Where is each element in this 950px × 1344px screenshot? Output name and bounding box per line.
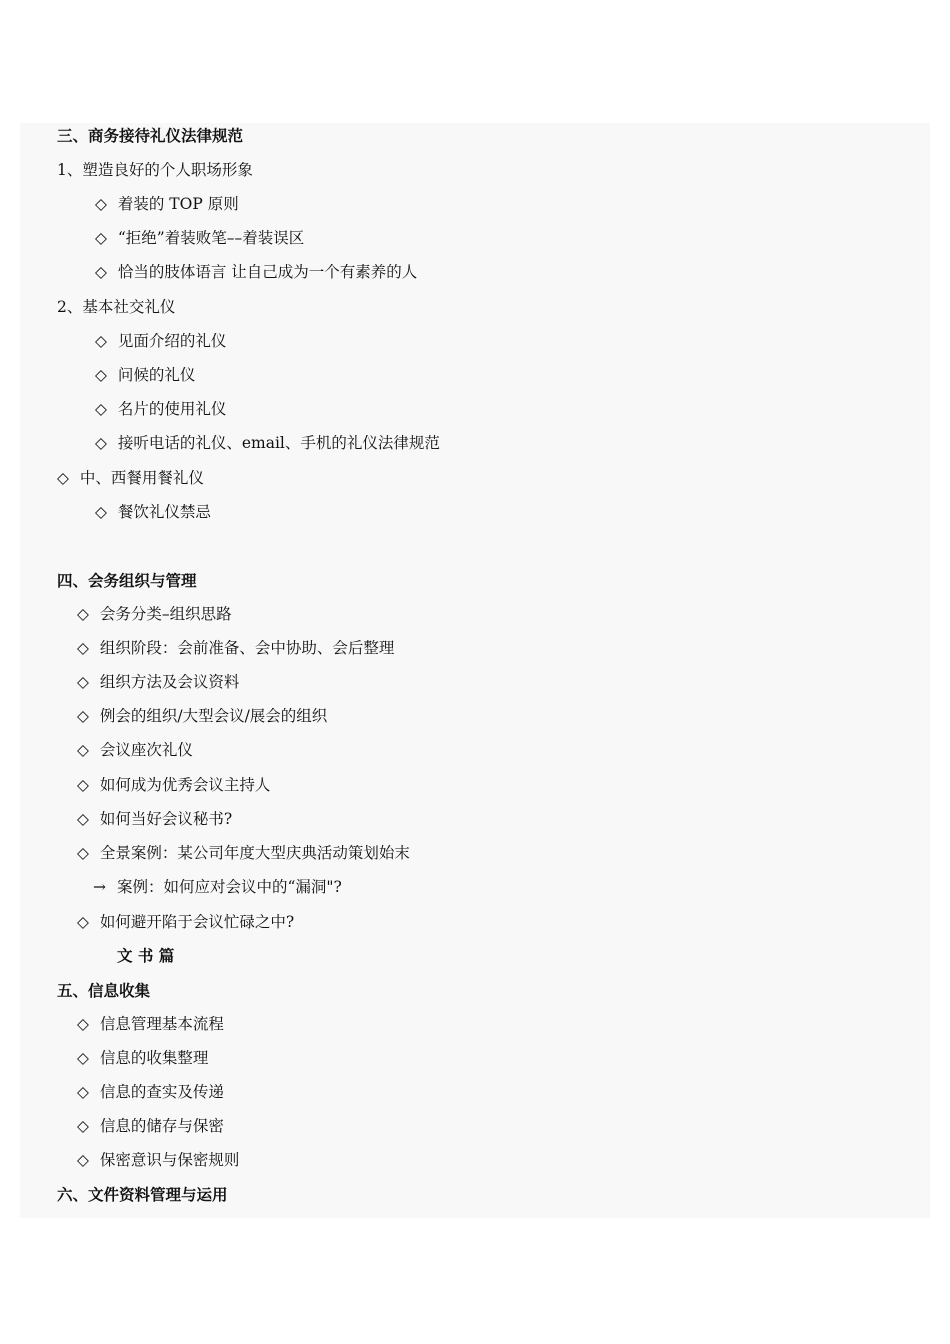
diamond-bullet-icon: ◇ bbox=[77, 741, 89, 759]
line-text: 如何当好会议秘书? bbox=[99, 810, 233, 828]
diamond-bullet-icon: ◇ bbox=[95, 434, 107, 452]
list-item bbox=[77, 1043, 208, 1073]
list-item bbox=[77, 1145, 239, 1175]
diamond-bullet-icon: ◇ bbox=[77, 1015, 89, 1033]
line-text: 六、文件资料管理与运用 bbox=[57, 1186, 228, 1204]
diamond-bullet-icon: ◇ bbox=[57, 469, 69, 487]
line-text: 信息的查实及传递 bbox=[99, 1083, 224, 1101]
line-text: 组织方法及会议资料 bbox=[99, 673, 240, 691]
diamond-bullet-icon: ◇ bbox=[77, 605, 89, 623]
list-item bbox=[95, 326, 226, 356]
line-text: 问候的礼仪 bbox=[117, 366, 196, 384]
line-text: 三、商务接待礼仪法律规范 bbox=[57, 127, 244, 145]
section-heading-6 bbox=[57, 1180, 228, 1210]
diamond-bullet-icon: ◇ bbox=[77, 776, 89, 794]
line-text: “拒绝”着装败笔––着装误区 bbox=[117, 229, 305, 247]
list-item bbox=[77, 701, 327, 731]
part-heading bbox=[117, 941, 174, 971]
line-text: 会议座次礼仪 bbox=[99, 741, 193, 759]
diamond-bullet-icon: ◇ bbox=[95, 400, 107, 418]
list-item bbox=[77, 907, 294, 937]
list-item bbox=[77, 633, 394, 663]
diamond-bullet-icon: ◇ bbox=[95, 263, 107, 281]
line-text: 文 书 篇 bbox=[117, 947, 175, 965]
list-item bbox=[77, 804, 232, 834]
list-item bbox=[77, 735, 193, 765]
diamond-bullet-icon: ◇ bbox=[95, 503, 107, 521]
section-heading-5 bbox=[57, 976, 150, 1006]
line-text: 名片的使用礼仪 bbox=[117, 400, 227, 418]
diamond-bullet-icon: ◇ bbox=[77, 1083, 89, 1101]
list-item bbox=[77, 599, 232, 629]
line-text: 信息的收集整理 bbox=[99, 1049, 209, 1067]
diamond-bullet-icon: ◇ bbox=[77, 1049, 89, 1067]
list-item bbox=[95, 394, 226, 424]
line-text: 1、塑造良好的个人职场形象 bbox=[57, 161, 253, 179]
list-item bbox=[77, 667, 239, 697]
line-text: 如何成为优秀会议主持人 bbox=[99, 776, 271, 794]
line-text: 如何避开陷于会议忙碌之中? bbox=[99, 913, 295, 931]
diamond-bullet-icon: ◇ bbox=[77, 1117, 89, 1135]
list-item bbox=[95, 428, 440, 458]
line-text: 信息管理基本流程 bbox=[99, 1015, 224, 1033]
line-text: 全景案例：某公司年度大型庆典活动策划始末 bbox=[99, 844, 410, 862]
line-text: 保密意识与保密规则 bbox=[99, 1151, 240, 1169]
list-item bbox=[95, 223, 304, 253]
line-text: 四、会务组织与管理 bbox=[57, 572, 197, 590]
line-text: 组织阶段：会前准备、会中协助、会后整理 bbox=[99, 639, 395, 657]
diamond-bullet-icon: ◇ bbox=[77, 1151, 89, 1169]
line-text: 2、基本社交礼仪 bbox=[57, 298, 176, 316]
list-item bbox=[77, 1111, 224, 1141]
list-item bbox=[95, 360, 195, 390]
list-item bbox=[95, 189, 239, 219]
line-text: 五、信息收集 bbox=[57, 982, 151, 1000]
diamond-bullet-icon: ◇ bbox=[77, 707, 89, 725]
line-text: 接听电话的礼仪、email、手机的礼仪法律规范 bbox=[117, 434, 440, 452]
line-text: 会务分类–组织思路 bbox=[99, 605, 232, 623]
line-text: 例会的组织/大型会议/展会的组织 bbox=[99, 707, 328, 725]
list-item bbox=[77, 1009, 224, 1039]
list-item bbox=[77, 1077, 224, 1107]
line-text: 中、西餐用餐礼仪 bbox=[79, 469, 204, 487]
diamond-bullet-icon: ◇ bbox=[95, 195, 107, 213]
list-item bbox=[77, 838, 410, 868]
diamond-bullet-icon: ◇ bbox=[95, 229, 107, 247]
list-item bbox=[95, 497, 211, 527]
diamond-bullet-icon: ◇ bbox=[95, 366, 107, 384]
line-text: 餐饮礼仪禁忌 bbox=[117, 503, 211, 521]
list-item bbox=[93, 872, 342, 902]
list-item bbox=[77, 770, 270, 800]
line-text: 恰当的肢体语言 让自己成为一个有素养的人 bbox=[117, 263, 418, 281]
line-text: 见面介绍的礼仪 bbox=[117, 332, 227, 350]
section-heading-3 bbox=[57, 121, 243, 151]
diamond-bullet-icon: ◇ bbox=[77, 673, 89, 691]
subsection-2 bbox=[57, 292, 175, 322]
line-text: 信息的储存与保密 bbox=[99, 1117, 224, 1135]
diamond-bullet-icon: ◇ bbox=[77, 810, 89, 828]
line-text: 案例：如何应对会议中的“漏洞"? bbox=[116, 878, 342, 896]
line-text: 着装的 TOP 原则 bbox=[117, 195, 239, 213]
diamond-bullet-icon: ◇ bbox=[95, 332, 107, 350]
arrow-right-icon: → bbox=[93, 878, 106, 896]
section-heading-4 bbox=[57, 566, 197, 596]
diamond-bullet-icon: ◇ bbox=[77, 913, 89, 931]
list-item bbox=[95, 257, 417, 287]
diamond-bullet-icon: ◇ bbox=[77, 844, 89, 862]
list-item bbox=[57, 463, 204, 493]
subsection-1 bbox=[57, 155, 253, 185]
diamond-bullet-icon: ◇ bbox=[77, 639, 89, 657]
